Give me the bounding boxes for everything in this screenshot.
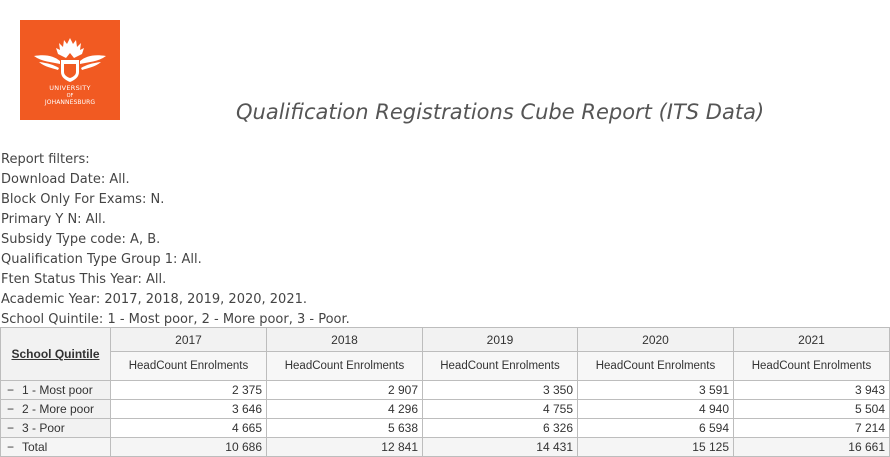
table-row bbox=[1, 419, 890, 438]
table-row bbox=[1, 400, 890, 419]
report-filters bbox=[1, 150, 350, 330]
collapse-icon[interactable]: − bbox=[7, 440, 15, 454]
row-label: Total bbox=[22, 440, 48, 454]
value-cell: 4 296 bbox=[267, 400, 423, 419]
column-header-year[interactable]: 2017 bbox=[111, 328, 267, 352]
column-header-year[interactable]: 2019 bbox=[423, 328, 578, 352]
table-row bbox=[1, 381, 890, 400]
column-header-year[interactable]: 2020 bbox=[578, 328, 734, 352]
value-cell: 7 214 bbox=[734, 419, 890, 438]
value-cell: 3 646 bbox=[111, 400, 267, 419]
measure-header: HeadCount Enrolments bbox=[423, 352, 578, 381]
measure-header: HeadCount Enrolments bbox=[578, 352, 734, 381]
row-label-cell[interactable] bbox=[1, 419, 111, 438]
measure-header: HeadCount Enrolments bbox=[734, 352, 890, 381]
value-cell: 4 940 bbox=[578, 400, 734, 419]
row-label: 2 - More poor bbox=[22, 402, 95, 416]
value-cell: 3 591 bbox=[578, 381, 734, 400]
value-cell: 6 326 bbox=[423, 419, 578, 438]
report-title: Qualification Registrations Cube Report (ITS Data) bbox=[236, 100, 765, 124]
value-cell: 5 638 bbox=[267, 419, 423, 438]
value-cell: 6 594 bbox=[578, 419, 734, 438]
logo-line-johannesburg: JOHANNESBURG bbox=[44, 99, 96, 106]
value-cell: 2 375 bbox=[111, 381, 267, 400]
measure-header: HeadCount Enrolments bbox=[111, 352, 267, 381]
value-cell: 3 350 bbox=[423, 381, 578, 400]
filter-download-date: Download Date: All. bbox=[1, 172, 130, 187]
pivot-table bbox=[0, 327, 890, 457]
table-row-total bbox=[1, 438, 890, 457]
logo-line-university: UNIVERSITY bbox=[49, 84, 91, 92]
filter-block-only-for-exams: Block Only For Exams: N. bbox=[1, 192, 165, 207]
collapse-icon[interactable]: − bbox=[7, 421, 15, 435]
value-cell: 16 661 bbox=[734, 438, 890, 457]
filter-academic-year: Academic Year: 2017, 2018, 2019, 2020, 2021. bbox=[1, 292, 308, 307]
value-cell: 10 686 bbox=[111, 438, 267, 457]
collapse-icon[interactable]: − bbox=[7, 402, 15, 416]
column-header-year[interactable]: 2018 bbox=[267, 328, 423, 352]
value-cell: 2 907 bbox=[267, 381, 423, 400]
value-cell: 4 665 bbox=[111, 419, 267, 438]
value-cell: 5 504 bbox=[734, 400, 890, 419]
filter-school-quintile: School Quintile: 1 - Most poor, 2 - More poor, 3 - Poor. bbox=[1, 312, 350, 327]
value-cell: 4 755 bbox=[423, 400, 578, 419]
value-cell: 3 943 bbox=[734, 381, 890, 400]
column-header-year[interactable]: 2021 bbox=[734, 328, 890, 352]
row-label-cell[interactable] bbox=[1, 381, 111, 400]
filter-qualification-type-group: Qualification Type Group 1: All. bbox=[1, 252, 202, 267]
value-cell: 12 841 bbox=[267, 438, 423, 457]
row-label: 1 - Most poor bbox=[22, 383, 93, 397]
value-cell: 15 125 bbox=[578, 438, 734, 457]
filter-ften-status: Ften Status This Year: All. bbox=[1, 272, 167, 287]
measure-header: HeadCount Enrolments bbox=[267, 352, 423, 381]
row-label-cell[interactable] bbox=[1, 400, 111, 419]
logo-line-of: OF bbox=[66, 93, 74, 99]
university-logo bbox=[20, 20, 120, 120]
row-label: 3 - Poor bbox=[22, 421, 65, 435]
filter-heading: Report filters: bbox=[1, 152, 90, 167]
filter-primary-y-n: Primary Y N: All. bbox=[1, 212, 106, 227]
row-label-cell[interactable] bbox=[1, 438, 111, 457]
row-header-school-quintile[interactable]: School Quintile bbox=[1, 328, 111, 381]
filter-subsidy-type-code: Subsidy Type code: A, B. bbox=[1, 232, 161, 247]
value-cell: 14 431 bbox=[423, 438, 578, 457]
collapse-icon[interactable]: − bbox=[7, 383, 15, 397]
